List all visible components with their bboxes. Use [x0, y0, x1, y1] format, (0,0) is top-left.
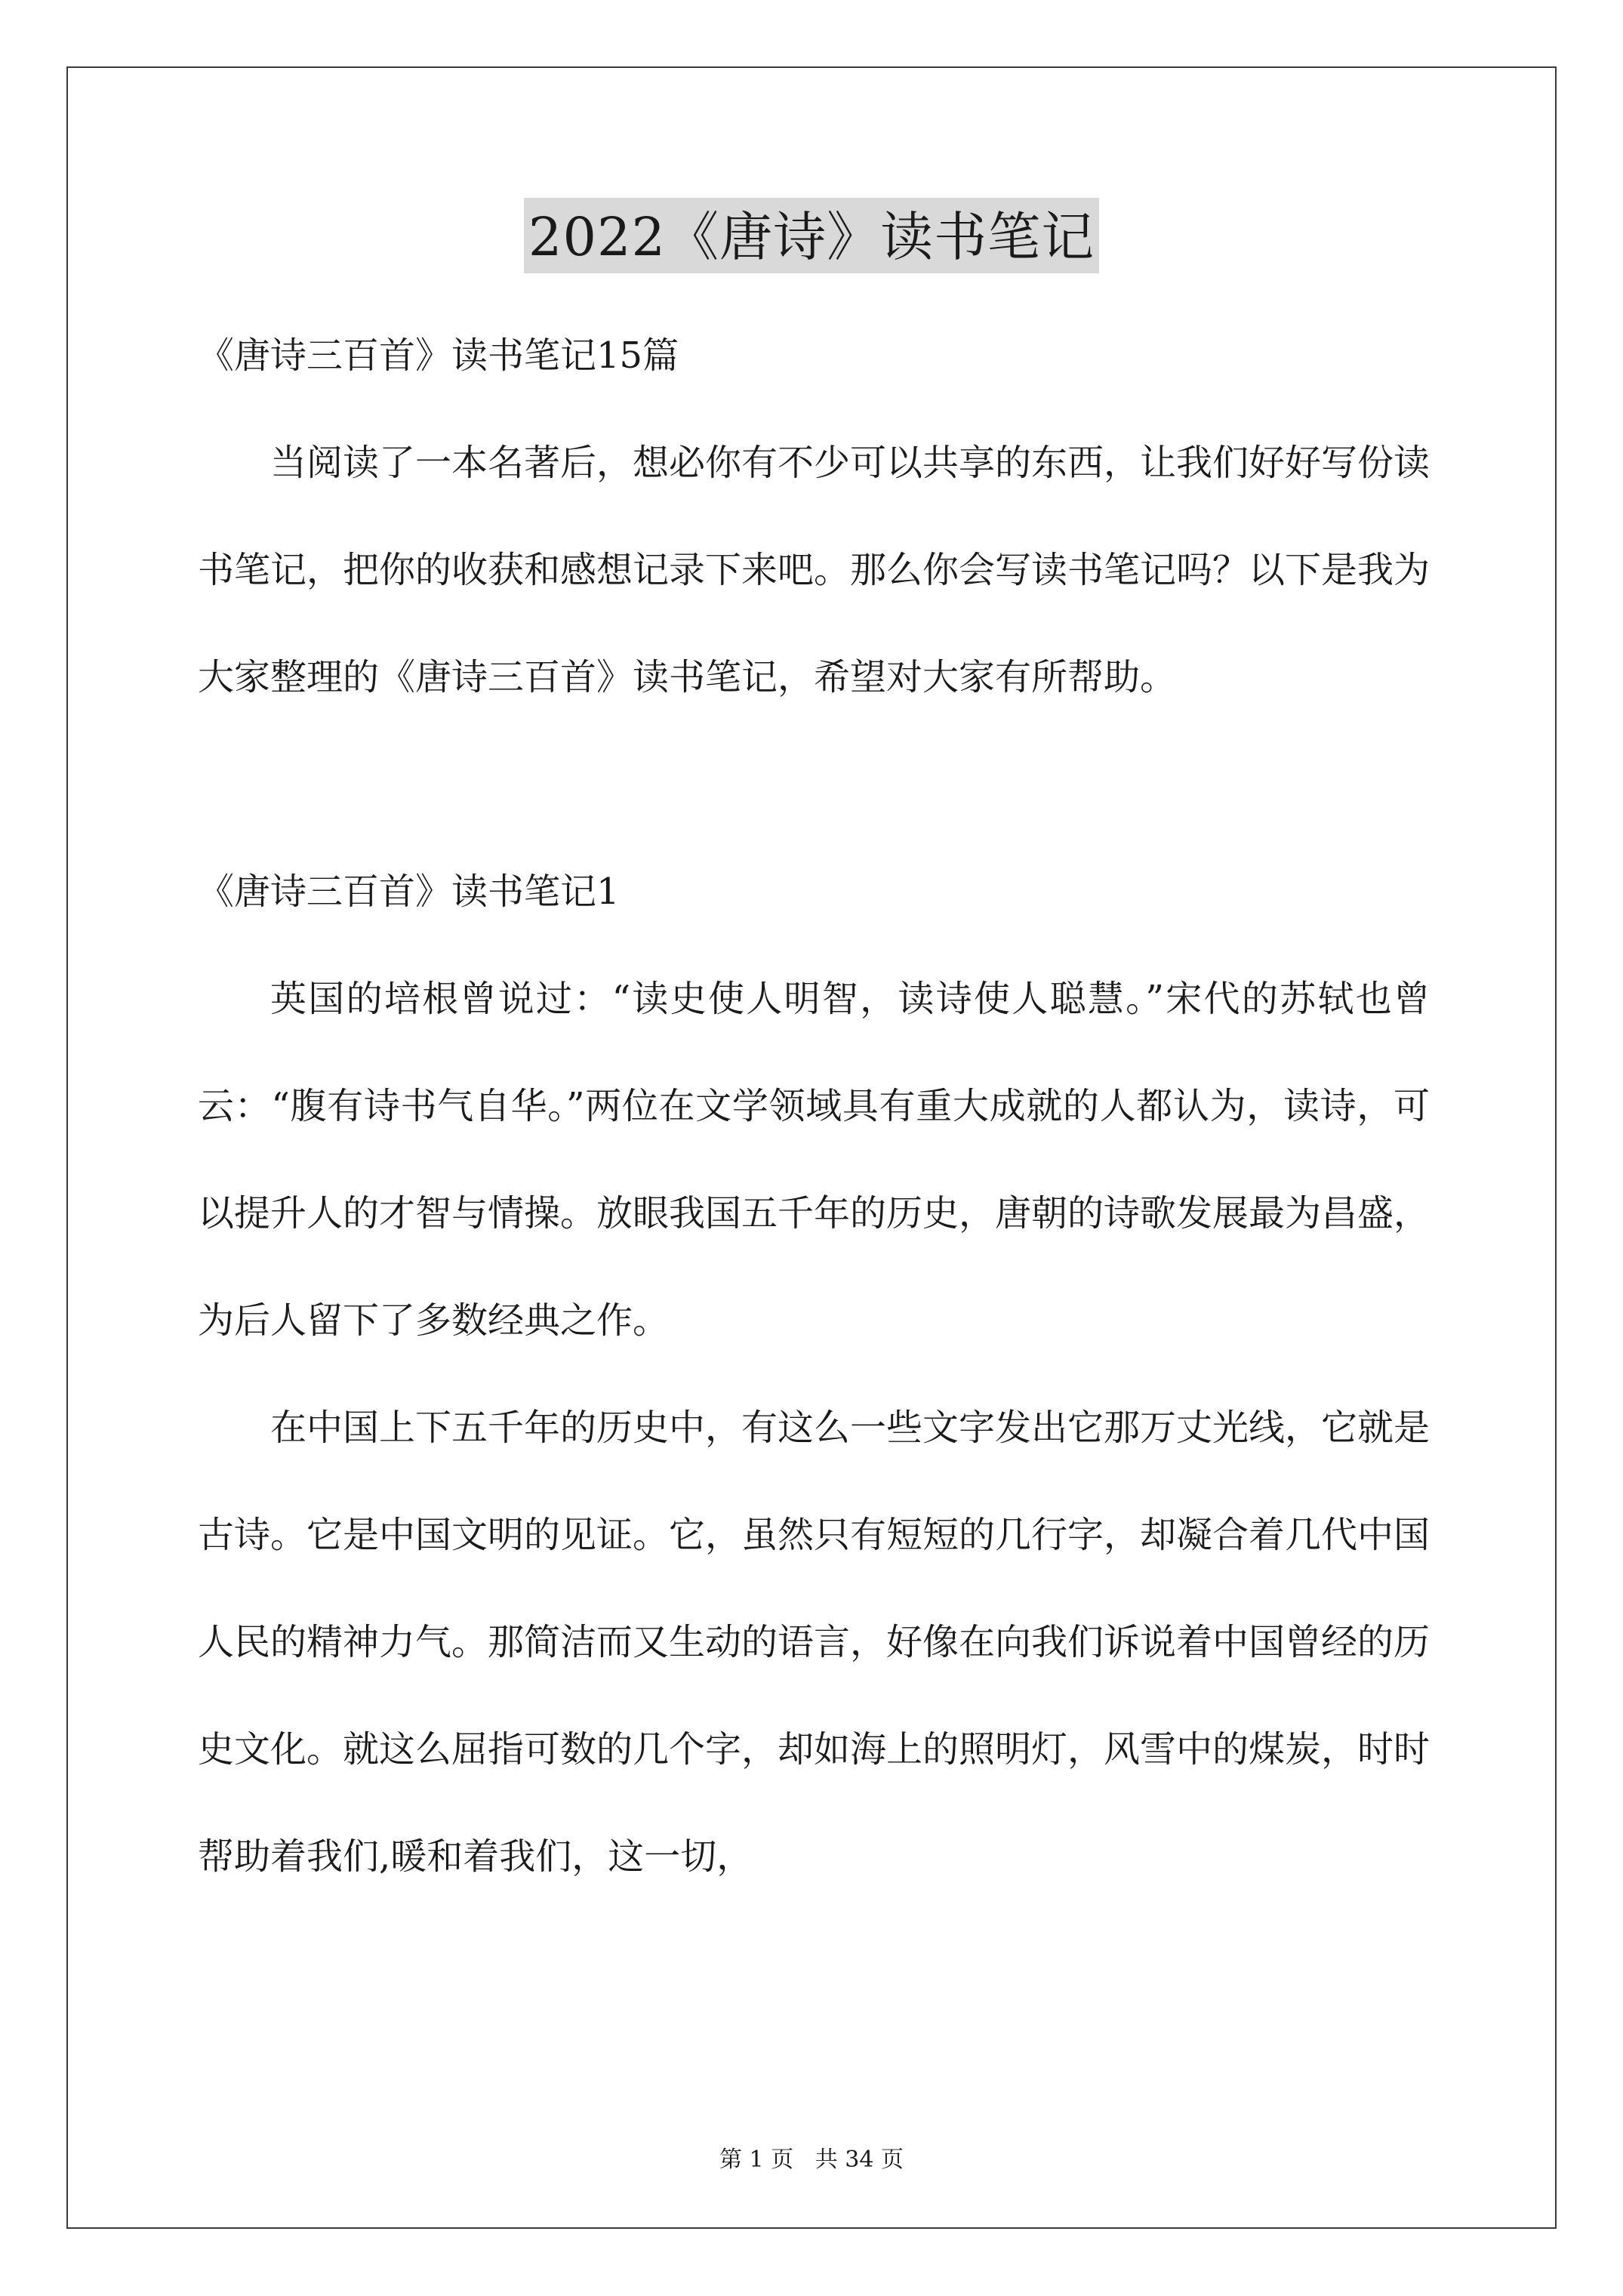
page-footer	[0, 2145, 1623, 2175]
title-container	[0, 198, 1623, 273]
section-heading: 《唐诗三百首》读书笔记1	[198, 871, 620, 913]
page-number: 第 1 页	[719, 2147, 794, 2173]
body-paragraph-2: 在中国上下五千年的历史中，有这么一些文字发出它那万丈光线，它就是古诗。它是中国文明的见证。它，虽然只有短短的几行字，却凝合着几代中国人民的精神力气。那简洁而又生动的语言，好像在向我们诉说着中国曾经的历史文化。就这么屈指可数的几个字，却如海上的照明灯，风雪中的煤炭，时时帮助着我们,暖和着我们，这一切，	[198, 1407, 1431, 1878]
section-spacer	[198, 731, 1430, 838]
document-title: 2022《唐诗》读书笔记	[524, 198, 1099, 273]
body-paragraph-1: 英国的培根曾说过：“读史使人明智，读诗使人聪慧。”宋代的苏轼也曾云：“腹有诗书气自华。”两位在文学领域具有重大成就的人都认为，读诗，可以提升人的才智与情操。放眼我国五千年的历史，唐朝的诗歌发展最为昌盛，为后人留下了多数经典之作。	[198, 978, 1431, 1342]
intro-paragraph: 当阅读了一本名著后，想必你有不少可以共享的东西，让我们好好写份读书笔记，把你的收获和感想记录下来吧。那么你会写读书笔记吗？以下是我为大家整理的《唐诗三百首》读书笔记，希望对大家有所帮助。	[198, 442, 1431, 698]
intro-heading: 《唐诗三百首》读书笔记15篇	[198, 334, 679, 377]
page-total: 共 34 页	[815, 2147, 904, 2173]
document-body	[198, 302, 1430, 1910]
